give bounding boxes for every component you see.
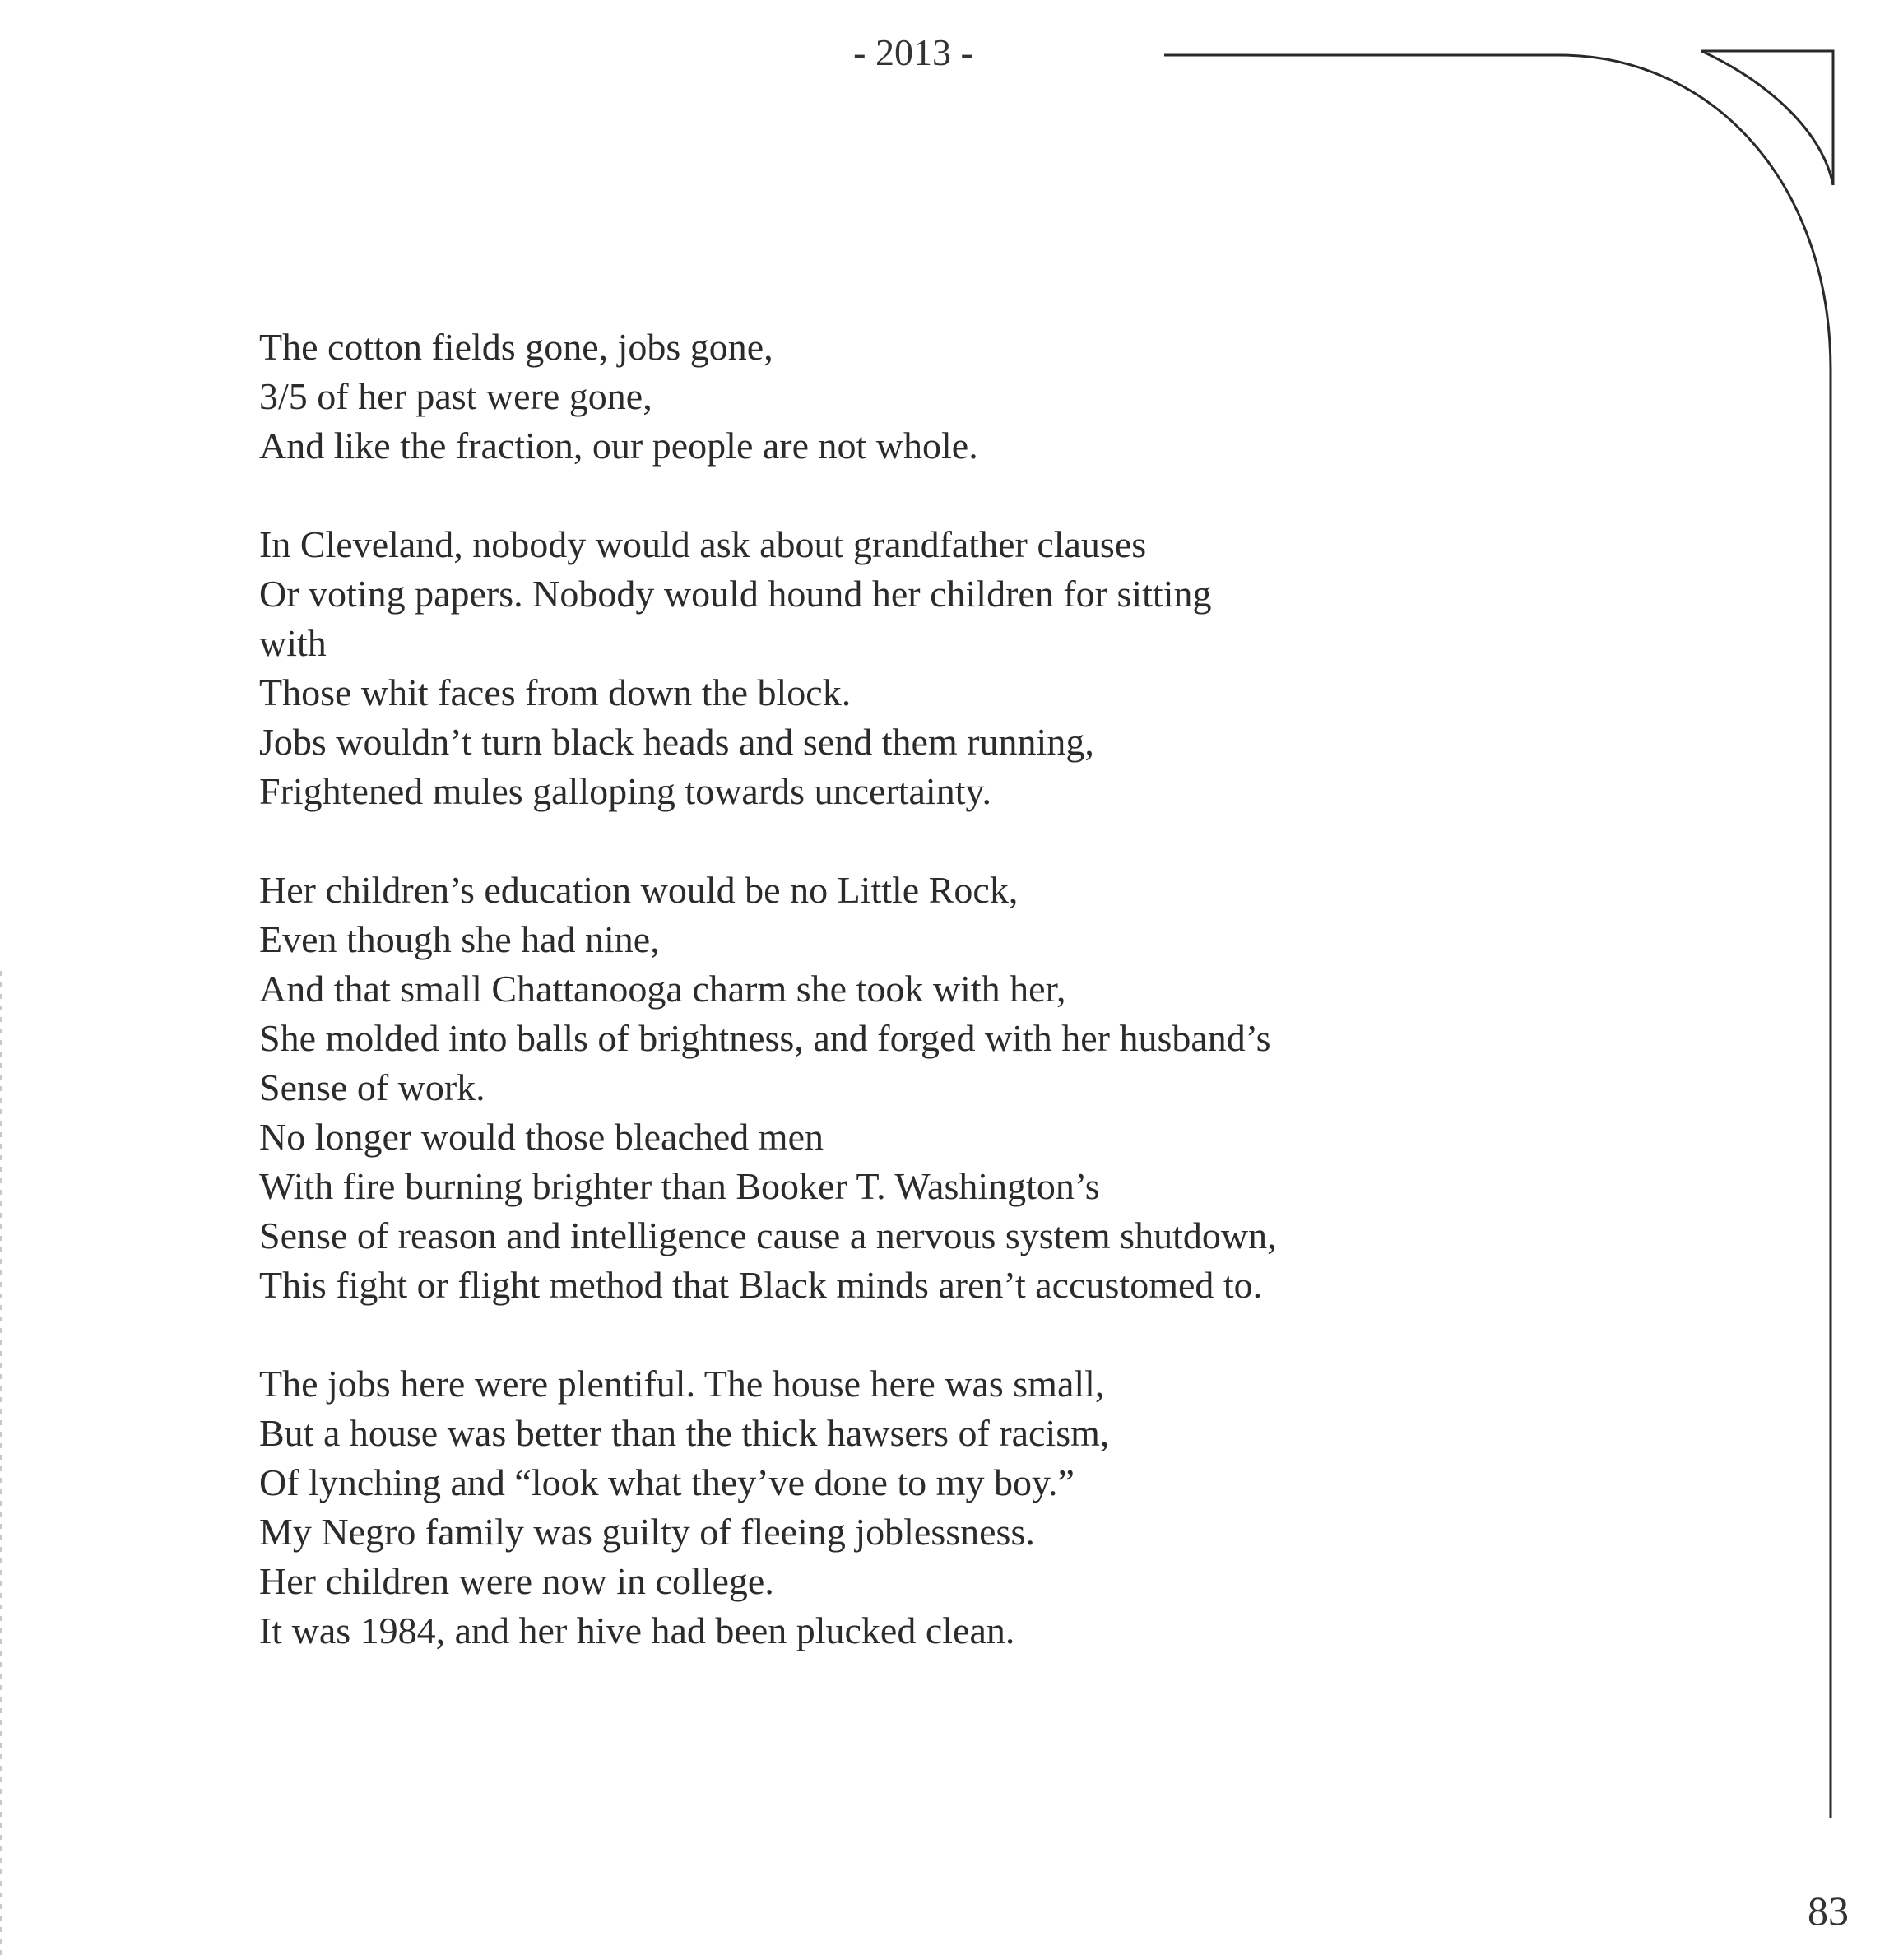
stanza [259, 323, 1411, 471]
page-number: 83 [1808, 1888, 1849, 1934]
poem-line: Frightened mules galloping towards uncertainty. [259, 770, 991, 812]
poem-line: With fire burning brighter than Booker T. Washington’s [259, 1165, 1100, 1207]
poem-line: The jobs here were plentiful. The house here was small, [259, 1363, 1105, 1405]
poem-line: In Cleveland, nobody would ask about grandfather clauses [259, 523, 1147, 565]
poem-line: She molded into balls of brightness, and forged with her husband’s [259, 1017, 1271, 1059]
poem-line: Her children’s education would be no Little Rock, [259, 869, 1019, 911]
poem-line: And like the fraction, our people are not whole. [259, 425, 978, 467]
poem-line: The cotton fields gone, jobs gone, [259, 326, 773, 368]
stanza [259, 1359, 1411, 1656]
stanza [259, 520, 1411, 816]
poem-line: Sense of work. [259, 1066, 485, 1108]
page-header-year: - 2013 - [853, 31, 973, 73]
poem-line: 3/5 of her past were gone, [259, 375, 652, 417]
poem-line: with [259, 622, 327, 664]
poem-line: Those whit faces from down the block. [259, 671, 852, 713]
stanza [259, 866, 1411, 1310]
poem-line: Sense of reason and intelligence cause a nervous system shutdown, [259, 1215, 1277, 1256]
poem-line: My Negro family was guilty of fleeing joblessness. [259, 1511, 1035, 1553]
poem-line: No longer would those bleached men [259, 1116, 824, 1158]
poem-line: This fight or flight method that Black minds aren’t accustomed to. [259, 1264, 1263, 1306]
poem-line: Jobs wouldn’t turn black heads and send them running, [259, 721, 1094, 763]
poem-line: Or voting papers. Nobody would hound her children for sitting [259, 573, 1212, 615]
poem-line: And that small Chattanooga charm she took with her, [259, 968, 1066, 1010]
poem-line: Even though she had nine, [259, 918, 660, 960]
poem-line: It was 1984, and her hive had been plucked clean. [259, 1609, 1015, 1651]
poem-line: Of lynching and “look what they’ve done to my boy.” [259, 1461, 1075, 1503]
poem-line: But a house was better than the thick hawsers of racism, [259, 1412, 1110, 1454]
binding-edge [0, 971, 2, 1958]
poem-body [259, 323, 1411, 1705]
poem-line: Her children were now in college. [259, 1560, 774, 1602]
